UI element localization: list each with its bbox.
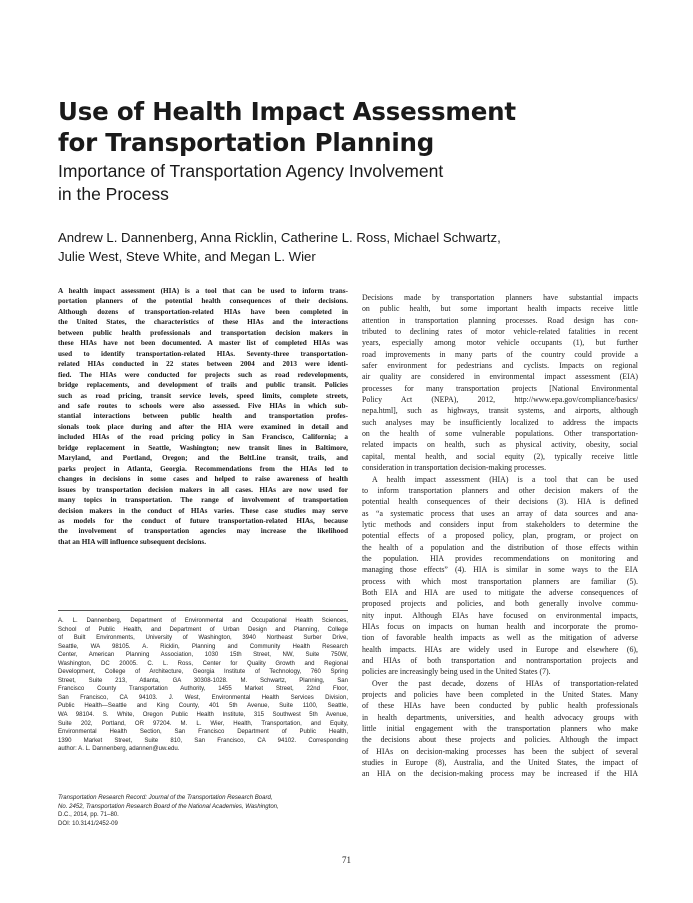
abstract-line: bridge replacement in Seattle, Washington; new transit lines in Baltimore, bbox=[58, 443, 348, 452]
affiliation-line: Environmental Health Section, San Francisco Department of Public Health, bbox=[58, 729, 348, 736]
abstract-line: Although dozens of transportation-related HIAs have been completed in bbox=[58, 307, 348, 316]
body-line: proposed projects and policies, and both generally involve commu- bbox=[362, 599, 638, 609]
body-line: of HIAs on decision-making processes has been the subject of several bbox=[362, 746, 638, 756]
abstract-line: between public health professionals and transportation decision makers in bbox=[58, 328, 348, 337]
body-line: the decisions about these projects and policies. Although the impact bbox=[362, 735, 638, 745]
body-line: to inform transportation planners and other decision makers of the bbox=[362, 485, 638, 495]
body-line: potential effects of a proposed policy, plan, program, or project on bbox=[362, 531, 638, 541]
body-line: Over the past decade, dozens of HIAs of transportation-related bbox=[372, 678, 638, 688]
abstract-line: stantial interactions between public health and transportation profes- bbox=[58, 412, 348, 421]
abstract-line: related HIAs conducted in 22 states between 2004 and 2013 were identi- bbox=[58, 360, 348, 369]
body-line: related impacts on health, such as physical activity, obesity, social bbox=[362, 440, 638, 450]
affiliation-line: Francisco County Transportation Authority, 1455 Market Street, 22nd Floor, bbox=[58, 686, 348, 693]
affiliation-line: of Built Environments, University of Washington, 3940 Northeast Surber Drive, bbox=[58, 635, 348, 642]
body-line: processes for many transportation projects [National Environmental bbox=[362, 383, 638, 393]
body-line: health impacts. HIAs are widely used in Europe and elsewhere (6), bbox=[362, 644, 638, 654]
body-paragraph bbox=[362, 292, 638, 474]
citation-info bbox=[58, 794, 348, 828]
body-line: HIAs focus on impacts on human health and incorporate the promo- bbox=[362, 621, 638, 631]
body-line: process with which most transportation planners are familiar (5). bbox=[362, 576, 638, 586]
affiliation-line: A. L. Dannenberg, Department of Environmental and Occupational Health Sciences, bbox=[58, 618, 348, 624]
body-line: an HIA on the decision-making process may be increased if the HIA bbox=[362, 769, 638, 779]
article-subtitle bbox=[58, 160, 658, 206]
abstract-line: A health impact assessment (HIA) is a tool that can be used to inform trans- bbox=[58, 287, 348, 295]
citation-line: No. 2452, Transportation Research Board of the National Academies, Washington, bbox=[58, 803, 279, 810]
body-paragraph bbox=[362, 474, 638, 678]
body-line: of these HIAs have been conducted by public health professionals bbox=[362, 701, 638, 711]
body-line: projects and policies have been completed in the United States. Many bbox=[362, 690, 638, 700]
abstract-line: the involvement of transportation agencies may increase the likelihood bbox=[58, 527, 348, 536]
abstract bbox=[58, 286, 348, 547]
abstract-line: used to identify transportation-related HIAs. Seventy-three transportation- bbox=[58, 349, 348, 358]
abstract-line: as models for the conduct of future transportation-related HIAs, because bbox=[58, 516, 348, 525]
body-line: Both EIA and HIA are used to mitigate the adverse consequences of bbox=[362, 587, 638, 597]
body-line: Policy Act (NEPA), 2012, http://www.epa.gov/compliance/basics/ bbox=[362, 395, 638, 405]
abstract-line: Maryland, and Portland, Oregon; and the BeltLine transit, trails, and bbox=[58, 454, 348, 463]
author-line: Andrew L. Dannenberg, Anna Ricklin, Catherine L. Ross, Michael Schwartz, bbox=[58, 230, 501, 245]
citation-line: Transportation Research Record: Journal of the Transportation Research Board, bbox=[58, 795, 273, 801]
body-line: nepa.html], such as highways, transit systems, and airports, although bbox=[362, 406, 638, 416]
abstract-line: issues by transportation decision makers in all cases. HIAs are now used for bbox=[58, 485, 348, 494]
body-paragraph bbox=[362, 678, 638, 780]
abstract-line: sionals took place during and after the HIA were examined in detail and bbox=[58, 422, 348, 431]
affiliation-line: Washington, DC 20005. C. L. Ross, Center for Quality Growth and Regional bbox=[58, 660, 348, 667]
abstract-line: portation planners of the potential health consequences of their decisions. bbox=[58, 297, 348, 306]
affiliation-line: Public Health—Seattle and King County, 401 5th Avenue, Suite 1100, Seattle, bbox=[58, 703, 348, 710]
abstract-line: and safe routes to schools were also assessed. Five HIAs in which sub- bbox=[58, 401, 348, 410]
body-line: nity input. Although EIAs have focused on environmental impacts, bbox=[362, 610, 638, 620]
body-line: potential health consequences of their decisions (3). HIA is defined bbox=[362, 497, 638, 507]
abstract-line: that an HIA will influence subsequent decisions. bbox=[58, 537, 207, 546]
abstract-line: changes in decisions in some cases and helped to raise awareness of health bbox=[58, 475, 348, 484]
affiliation-line: Street, Suite 213, Atlanta, GA 30308-1028. M. Schwartz, Planning, San bbox=[58, 677, 348, 684]
affiliation-line: Seattle, WA 98105. A. Ricklin, Planning and Community Health Research bbox=[58, 643, 348, 650]
body-line: Decisions made by transportation planners have substantial impacts bbox=[362, 293, 638, 302]
body-line: and HIAs of both transportation and nontransportation projects and bbox=[362, 656, 638, 665]
body-line: such analyses may be insufficiently localized to address the impacts bbox=[362, 417, 638, 427]
affiliation-line: author: A. L. Dannenberg, adannen@uw.edu. bbox=[58, 746, 180, 753]
body-line: capital, mental health, and social equity (2), typically receive little bbox=[362, 451, 638, 461]
body-line: on public health, but some important health impacts receive little bbox=[362, 304, 638, 314]
affiliation-line: Center, American Planning Association, 1030 15th Street, NW, Suite 750W, bbox=[58, 652, 348, 659]
body-line: on the health of some vulnerable populations. Other transportation- bbox=[362, 429, 638, 439]
citation-line: D.C., 2014, pp. 71–80. bbox=[58, 812, 119, 819]
article-title bbox=[58, 96, 658, 158]
author-line: Julie West, Steve White, and Megan L. Wier bbox=[58, 248, 316, 264]
body-line: consideration in transportation decision-making processes. bbox=[362, 463, 547, 473]
abstract-line: many topics in transportation. The range of involvement of transportation bbox=[58, 496, 348, 505]
body-line: the population. HIA provides recommendations on monitoring and bbox=[362, 553, 638, 563]
title-line: Use of Health Impact Assessment bbox=[58, 97, 516, 126]
body-line: A health impact assessment (HIA) is a tool that can be used bbox=[372, 474, 638, 484]
body-text-column bbox=[362, 292, 638, 780]
body-line: lytic methods and considers input from stakeholders to determine the bbox=[362, 519, 638, 529]
body-line: in health departments, universities, and health advocacy groups with bbox=[362, 712, 638, 722]
abstract-line: these HIAs have not been documented. A master list of completed HIAs was bbox=[58, 339, 348, 348]
title-line: for Transportation Planning bbox=[58, 128, 435, 157]
body-line: as “a systematic process that uses an array of data sources and ana- bbox=[362, 508, 638, 518]
body-line: tion of favorable health impacts as well as the mitigation of adverse bbox=[362, 633, 638, 643]
affiliation-line: WA 98104. S. White, Oregon Public Health Institute, 315 Southwest 5th Avenue, bbox=[58, 712, 348, 719]
body-line: years, especially among motor vehicle occupants (1), but further bbox=[362, 338, 638, 348]
affiliation-line: Suite 202, Portland, OR 97204. M. L. Wier, Health, Transportation, and Equity, bbox=[58, 720, 348, 727]
body-line: attention in transportation planning processes. Road design has con- bbox=[362, 315, 638, 325]
body-line: road improvements in many parts of the country could provide a bbox=[362, 349, 638, 359]
abstract-line: parks project in Atlanta, Georgia. Recommendations from the HIAs led to bbox=[58, 464, 348, 473]
author-affiliations bbox=[58, 617, 348, 754]
author-list bbox=[58, 229, 658, 266]
abstract-line: decision makers in the conduct of HIAs varies. These case studies may serve bbox=[58, 506, 348, 515]
body-line: safer environment for pedestrians and cyclists. Impacts on regional bbox=[362, 361, 638, 371]
body-line: tributed to declining rates of motor vehicle-related fatalities in recent bbox=[362, 327, 638, 337]
abstract-line: the United States, the characteristics of these HIAs and the interactions bbox=[58, 318, 348, 327]
body-line: managing those effects” (4). HIA is similar in some ways to the EIA bbox=[362, 565, 638, 575]
page-number: 71 bbox=[342, 855, 351, 865]
abstract-line: fied. The HIAs were conducted for projects such as road redevelopments, bbox=[58, 370, 348, 379]
body-line: studies in Europe (8), Australia, and the United States, the impact of bbox=[362, 758, 638, 768]
affiliation-line: Development, College of Architecture, Georgia Institute of Technology, 760 Spring bbox=[58, 669, 348, 676]
abstract-line: such as road pricing, transit service levels, speed limits, complete streets, bbox=[58, 391, 348, 400]
affiliation-line: School of Public Health, and Department of Urban Design and Planning, College bbox=[58, 626, 348, 633]
abstract-line: included HIAs of the road pricing policy in San Francisco, California; a bbox=[58, 433, 348, 442]
abstract-line: bridge replacements, and development of trails and public transit. Policies bbox=[58, 381, 348, 390]
affiliation-line: 1390 Market Street, Suite 810, San Francisco, CA 94102. Corresponding bbox=[58, 737, 348, 744]
subtitle-line: Importance of Transportation Agency Involvement bbox=[58, 161, 444, 181]
citation-line: DOI: 10.3141/2452-09 bbox=[58, 820, 118, 827]
body-line: little initial engagement with the transportation planners who make bbox=[362, 724, 638, 734]
body-line: policies are increasingly being used in the United States (7). bbox=[362, 667, 551, 677]
subtitle-line: in the Process bbox=[58, 184, 169, 204]
footnote-divider bbox=[58, 610, 348, 611]
affiliation-line: San Francisco, CA 94103. J. West, Environmental Health Services Division, bbox=[58, 694, 348, 701]
body-line: air quality are considered in environmental impact assessment (EIA) bbox=[362, 372, 638, 382]
body-line: the health of a population and the distribution of those effects within bbox=[362, 542, 638, 552]
